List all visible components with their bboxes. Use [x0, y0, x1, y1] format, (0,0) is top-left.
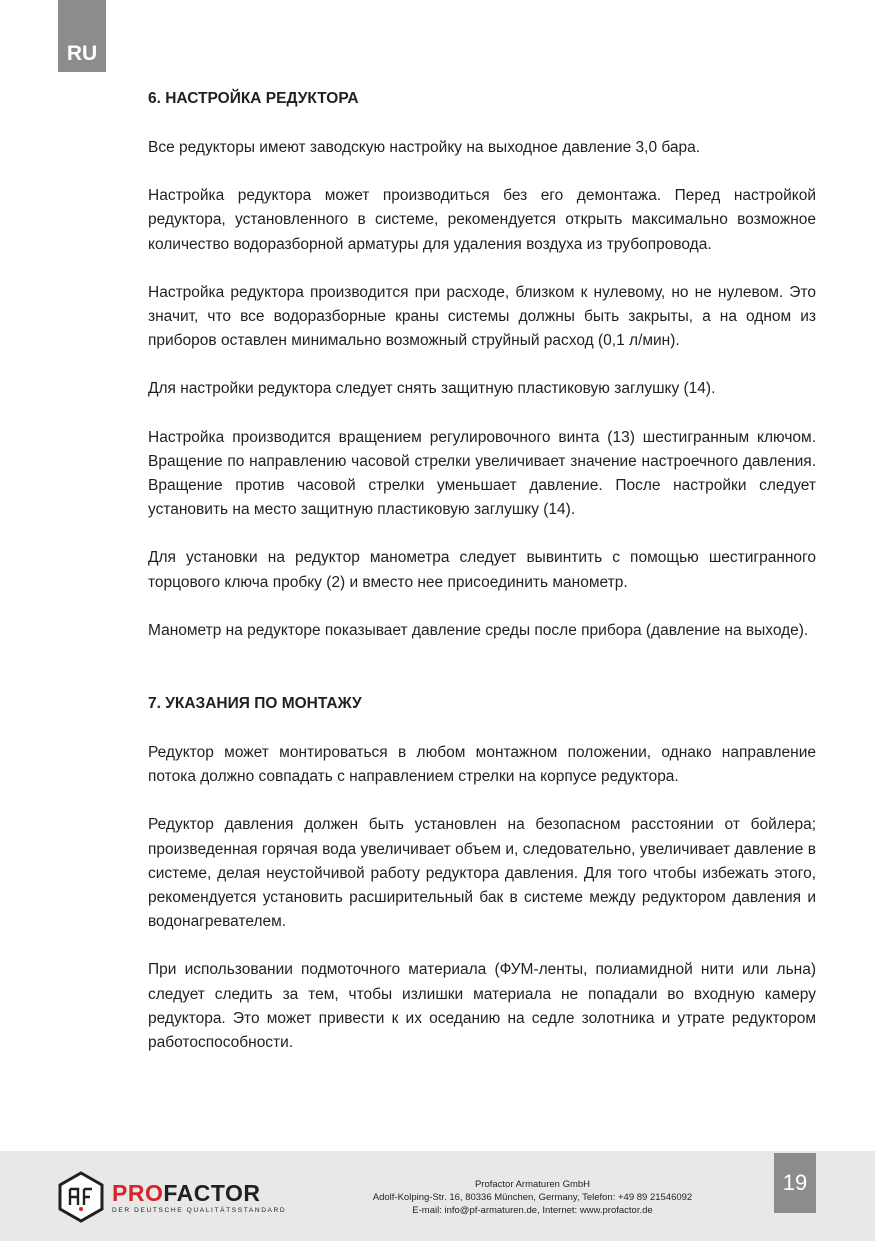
section-7-paragraph: Редуктор может монтироваться в любом монтажном положении, однако направление потока должно совпадать с направлением стрелки на корпусе редуктора.: [148, 744, 816, 786]
section-6-paragraph: Для настройки редуктора следует снять защитную пластиковую заглушку (14).: [148, 380, 716, 398]
section-6-paragraph: Настройка производится вращением регулировочного винта (13) шестигранным ключом. Вращение по направлению часовой стрелки увеличивает значение настроечного давления. Вращение против часовой стрелки уменьшает давление. После настройки следует установить на место защитную пластиковую заглушку (14).: [148, 428, 816, 519]
brand-name: [112, 1181, 286, 1205]
company-address: Adolf-Kolping-Str. 16, 80336 München, Germany, Telefon: +49 89 21546092: [372, 1192, 693, 1203]
brand-tagline: DER DEUTSCHE QUALITÄTSSTANDARD: [112, 1206, 287, 1214]
company-info: [340, 1178, 725, 1217]
brand-text: [112, 1181, 286, 1214]
section-7-paragraph: При использовании подмоточного материала (ФУМ-ленты, полиамидной нити или льна) следует следить за тем, чтобы излишки материала не попадали во входную камеру редуктора. Это может привести к их оседанию на седле золотника и утрате редуктором работоспособности.: [148, 961, 816, 1052]
page-number: 19: [774, 1153, 816, 1213]
main-content: [148, 86, 816, 1055]
section-6-paragraph: Для установки на редуктор манометра следует вывинтить с помощью шестигранного торцового ключа пробку (2) и вместо нее присоединить манометр.: [148, 549, 816, 591]
profactor-logo: [58, 1171, 286, 1223]
brand-factor: FACTOR: [163, 1179, 261, 1206]
section-6-paragraph: Все редукторы имеют заводскую настройку на выходное давление 3,0 бара.: [148, 139, 701, 156]
section-6-heading: 6. НАСТРОЙКА РЕДУКТОРА: [148, 90, 359, 107]
brand-pro: PRO: [112, 1179, 164, 1206]
section-7-heading: 7. УКАЗАНИЯ ПО МОНТАЖУ: [148, 695, 362, 713]
section-6-paragraph: Настройка редуктора может производиться без его демонтажа. Перед настройкой редуктора, установленного в системе, рекомендуется открыть максимально возможное количество водоразборной арматуры для удаления воздуха из трубопровода.: [148, 187, 816, 253]
section-6-paragraph: Манометр на редукторе показывает давление среды после прибора (давление на выходе).: [148, 621, 809, 639]
language-tab: RU: [58, 0, 106, 72]
company-name: Profactor Armaturen GmbH: [474, 1179, 591, 1190]
section-6-paragraph: Настройка редуктора производится при расходе, близком к нулевому, но не нулевом. Это значит, что все водоразборные краны системы должны быть закрыты, а на одном из приборов оставлен минимально возможный струйный расход (0,1 л/мин).: [148, 283, 816, 350]
company-contacts: E-mail: info@pf-armaturen.de, Internet: www.profactor.de: [412, 1205, 653, 1216]
hexagon-logo-icon: [58, 1171, 104, 1223]
section-7-paragraph: Редуктор давления должен быть установлен на безопасном расстоянии от бойлера; произведенная горячая вода увеличивает объем и, следовательно, увеличивает давление в системе, делая неустойчивой работу редуктора давления. Для того чтобы избежать этого, рекомендуется установить расширительный бак в системе между редуктором давления и водонагревателем.: [148, 816, 816, 931]
